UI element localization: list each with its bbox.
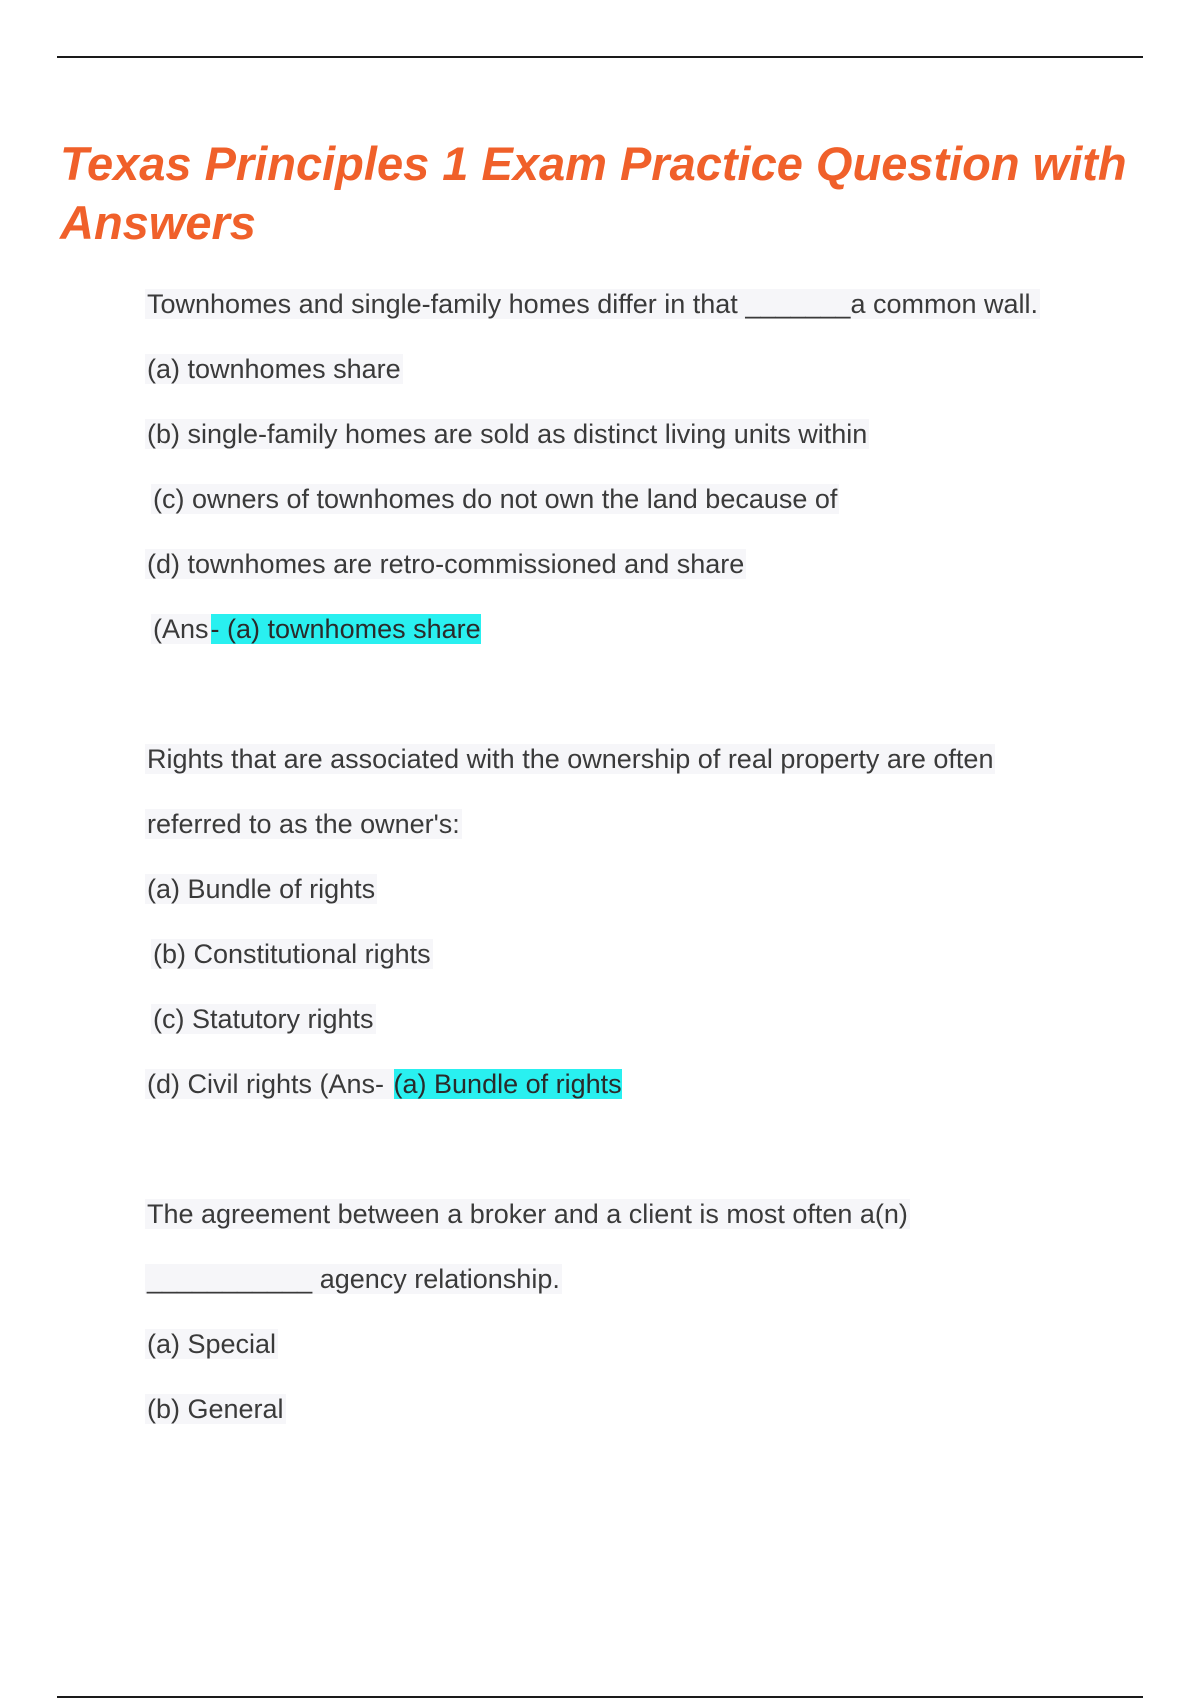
question-2-option-a: (a) Bundle of rights bbox=[147, 874, 376, 904]
document-title: Texas Principles 1 Exam Practice Question with Answers bbox=[60, 137, 1127, 249]
question-1-answer bbox=[145, 609, 1145, 649]
question-3-blank: ___________ bbox=[147, 1264, 313, 1294]
question-1-option-c: (c) owners of townhomes do not own the land because of bbox=[153, 484, 838, 514]
question-3-stem-line-2 bbox=[145, 1259, 1145, 1299]
question-3-stem-after: agency relationship. bbox=[312, 1264, 560, 1294]
question-1-option-a: (a) townhomes share bbox=[147, 354, 401, 384]
question-2-option-d-answer bbox=[145, 1064, 1145, 1104]
question-3 bbox=[145, 1194, 1145, 1429]
question-1-option-b: (b) single-family homes are sold as distinct living units within bbox=[147, 419, 868, 449]
question-3-option-b: (b) General bbox=[147, 1394, 284, 1424]
question-2-option-b: (b) Constitutional rights bbox=[153, 939, 431, 969]
question-1-blank: _______ bbox=[745, 289, 851, 319]
question-list bbox=[145, 284, 1145, 1454]
question-3-option-a: (a) Special bbox=[147, 1329, 277, 1359]
question-1-option-d: (d) townhomes are retro-commissioned and share bbox=[147, 549, 745, 579]
question-1-stem-after: a common wall. bbox=[850, 289, 1039, 319]
question-2 bbox=[145, 739, 1145, 1104]
question-1 bbox=[145, 284, 1145, 649]
question-3-stem-line-1: The agreement between a broker and a client is most often a(n) bbox=[147, 1199, 908, 1229]
question-2-option-d: (d) Civil rights (Ans- bbox=[147, 1069, 392, 1099]
question-1-answer-highlight: - (a) townhomes share bbox=[210, 614, 481, 644]
question-2-option-c: (c) Statutory rights bbox=[153, 1004, 374, 1034]
question-1-answer-prefix: (Ans bbox=[153, 614, 209, 644]
question-2-answer-highlight: (a) Bundle of rights bbox=[393, 1069, 622, 1099]
question-2-stem-line-2: referred to as the owner's: bbox=[147, 809, 460, 839]
bottom-rule bbox=[57, 1696, 1143, 1698]
question-1-stem bbox=[145, 284, 1145, 324]
question-2-stem-line-1: Rights that are associated with the ownership of real property are often bbox=[147, 744, 994, 774]
question-1-stem-before: Townhomes and single-family homes differ in that bbox=[147, 289, 746, 319]
top-rule bbox=[57, 56, 1143, 58]
